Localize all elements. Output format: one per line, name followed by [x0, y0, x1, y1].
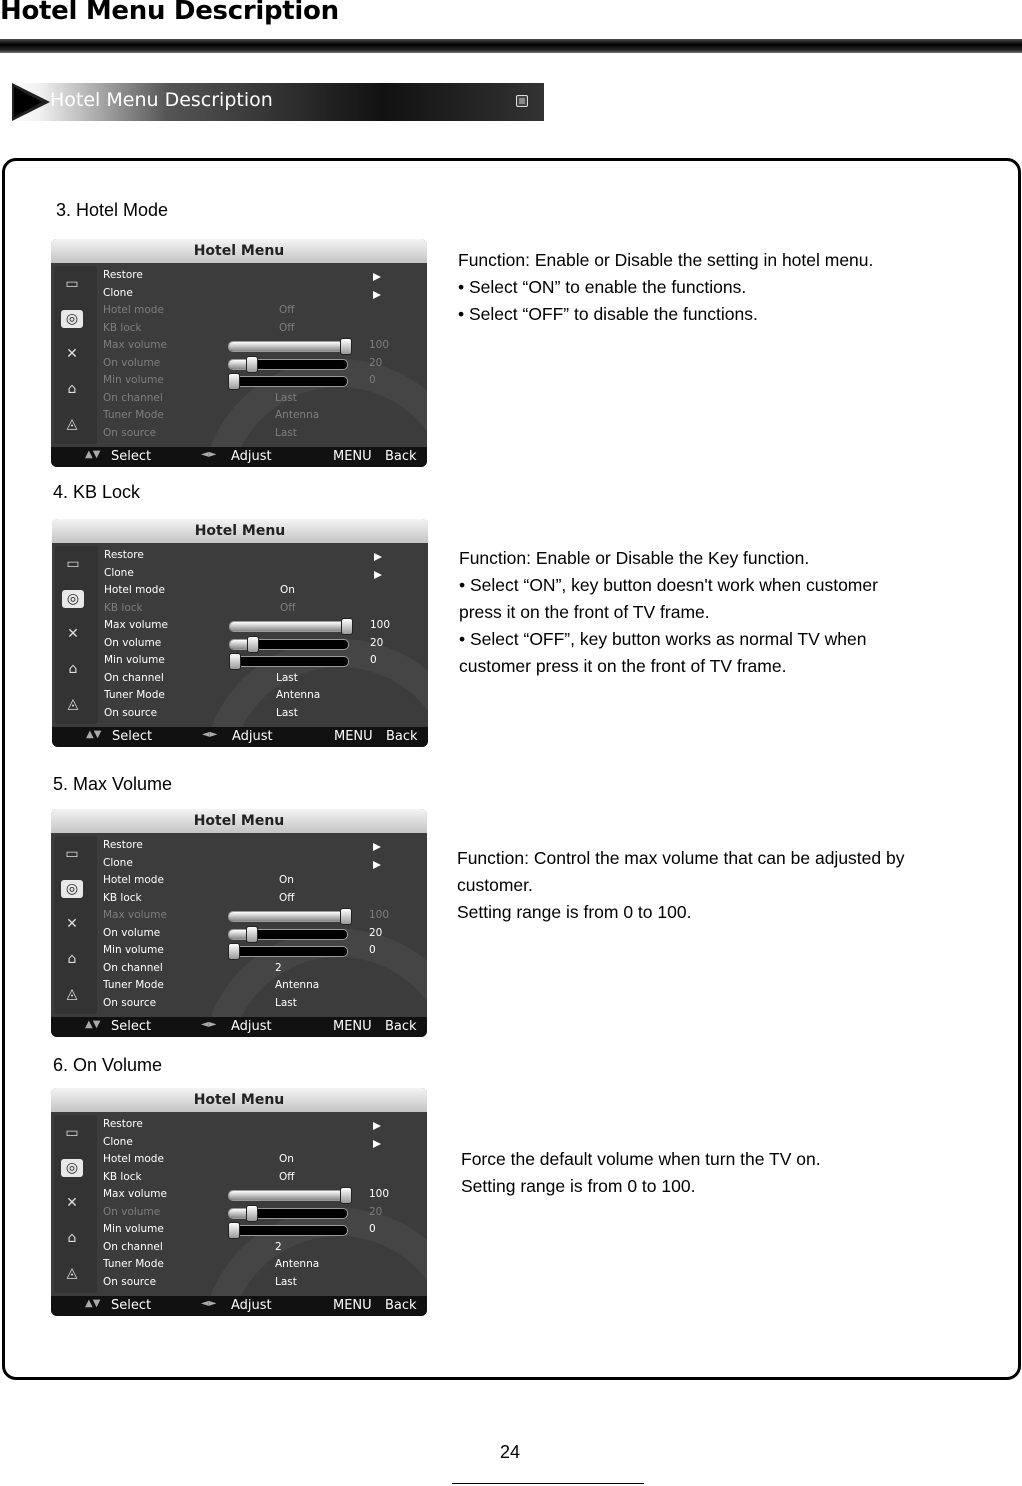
menu-row-label: Max volume: [103, 909, 167, 921]
desc-line: Setting range is from 0 to 100.: [457, 902, 692, 922]
menu-row-label: Restore: [103, 839, 143, 851]
lock-icon: ⌂: [68, 661, 78, 677]
satellite-icon: ◬: [66, 986, 78, 1002]
menu-row-label: On volume: [103, 1205, 161, 1218]
menu-row-label: On volume: [103, 926, 161, 939]
menu-row-value: Antenna: [275, 979, 320, 991]
footer-back: Back: [385, 1019, 417, 1034]
slider-knob: [228, 373, 240, 390]
menu-row-value: 100: [370, 619, 391, 631]
footer-back: Back: [385, 1298, 417, 1313]
satellite-icon: ◬: [67, 696, 79, 712]
menu-row-value: 100: [369, 1188, 390, 1200]
menu-row-value: Off: [280, 601, 296, 614]
tools-icon: ✕: [66, 916, 78, 932]
up-down-arrows-icon: ▲▼: [85, 1298, 101, 1309]
menu-row-value: Antenna: [276, 689, 321, 701]
footer-select: Select: [111, 1298, 152, 1313]
desc-line: customer press it on the front of TV frame.: [459, 656, 787, 676]
hotel-menu-screenshot: [51, 239, 427, 467]
tv-icon: ▭: [65, 1125, 79, 1141]
slider-knob: [340, 908, 352, 925]
hotel-menu-screenshot: [51, 809, 427, 1037]
footer-adjust: Adjust: [231, 1019, 272, 1034]
menu-title: Hotel Menu: [52, 519, 428, 543]
desc-line: • Select “ON” to enable the functions.: [458, 277, 747, 297]
tv-icon: ▭: [65, 276, 79, 292]
arrow-right-icon: [373, 291, 381, 299]
menu-row-label: Hotel mode: [103, 1153, 164, 1165]
menu-row-value: 20: [370, 636, 384, 649]
arrow-right-icon: [374, 571, 382, 579]
up-down-arrows-icon: ▲▼: [85, 449, 101, 460]
lock-icon: ⌂: [67, 951, 77, 967]
menu-row-value: 0: [369, 944, 376, 956]
hotel-menu-screenshot: [51, 1088, 427, 1316]
menu-row-label: Hotel mode: [103, 874, 164, 886]
menu-row-value: On: [279, 874, 294, 886]
lock-icon: ⌂: [67, 381, 77, 397]
tools-icon: ✕: [66, 1195, 78, 1211]
menu-row-value: Off: [279, 1170, 295, 1183]
slider-knob: [228, 1222, 240, 1239]
square-button-icon: [516, 95, 528, 107]
menu-row-value: On: [280, 584, 295, 596]
menu-row-label: Restore: [103, 269, 143, 281]
menu-row-label: On source: [103, 426, 157, 439]
footer-select: Select: [111, 1019, 152, 1034]
menu-row-label: Min volume: [103, 944, 164, 956]
chevron-inner: [14, 87, 42, 117]
arrow-right-icon: [373, 843, 381, 851]
description-kb-lock: [459, 545, 999, 680]
tools-icon: ✕: [67, 626, 79, 642]
menu-row-label: Hotel mode: [103, 304, 164, 316]
menu-row-label: On channel: [103, 1240, 163, 1253]
left-right-arrows-icon: ◄►: [202, 729, 218, 740]
menu-row-label: Tuner Mode: [103, 409, 164, 421]
footer-adjust: Adjust: [231, 1298, 272, 1313]
menu-row-value: 0: [370, 654, 377, 666]
slider-knob: [246, 926, 258, 943]
volume-slider: [228, 1225, 348, 1236]
menu-row-label: Clone: [103, 856, 133, 869]
footer-line: [452, 1483, 644, 1484]
menu-row-value: 20: [369, 1205, 383, 1218]
footer-menu: MENU: [334, 729, 373, 744]
menu-row-label: Tuner Mode: [104, 689, 165, 701]
menu-row-label: Hotel mode: [104, 584, 165, 596]
menu-row-value: 2: [275, 1240, 282, 1253]
menu-footer: [52, 727, 428, 747]
settings-icon: ◎: [61, 880, 83, 898]
menu-row-value: Last: [275, 1275, 297, 1288]
volume-slider: [228, 946, 348, 957]
menu-row-value: On: [279, 1153, 294, 1165]
desc-line: customer.: [457, 875, 533, 895]
menu-row-label: Min volume: [103, 374, 164, 386]
menu-row-value: 0: [369, 1223, 376, 1235]
description-max-volume: [457, 845, 997, 926]
menu-row-label: On source: [103, 1275, 157, 1288]
menu-row-label: On volume: [104, 636, 162, 649]
footer-menu: MENU: [333, 1019, 372, 1034]
section-banner: [6, 83, 544, 121]
title-divider: [0, 39, 1022, 53]
menu-row-value: 0: [369, 374, 376, 386]
footer-menu: MENU: [333, 1298, 372, 1313]
settings-icon: ◎: [62, 590, 84, 608]
page-title: Hotel Menu Description: [0, 0, 339, 26]
footer-adjust: Adjust: [232, 729, 273, 744]
menu-row-label: On source: [104, 706, 158, 719]
menu-row-label: Restore: [104, 549, 144, 561]
menu-row-value: Last: [276, 706, 298, 719]
menu-row-label: Max volume: [104, 619, 168, 631]
desc-line: press it on the front of TV frame.: [459, 602, 710, 622]
menu-row-label: KB lock: [103, 321, 142, 334]
menu-row-value: Off: [279, 321, 295, 334]
volume-slider: [228, 341, 348, 352]
menu-footer: [51, 1296, 427, 1316]
footer-menu: MENU: [333, 449, 372, 464]
tools-icon: ✕: [66, 346, 78, 362]
menu-title: Hotel Menu: [51, 1088, 427, 1112]
satellite-icon: ◬: [66, 1265, 78, 1281]
menu-row-value: Antenna: [275, 409, 320, 421]
menu-row-label: KB lock: [103, 1170, 142, 1183]
desc-line: Function: Enable or Disable the setting in hotel menu.: [458, 250, 874, 270]
footer-adjust: Adjust: [231, 449, 272, 464]
arrow-right-icon: [373, 273, 381, 281]
left-right-arrows-icon: ◄►: [201, 1298, 217, 1309]
menu-row-label: Max volume: [103, 339, 167, 351]
footer-select: Select: [111, 449, 152, 464]
left-right-arrows-icon: ◄►: [201, 449, 217, 460]
slider-knob: [341, 618, 353, 635]
lock-icon: ⌂: [67, 1230, 77, 1246]
menu-row-value: Last: [276, 671, 298, 684]
menu-row-value: 2: [275, 961, 282, 974]
volume-slider: [228, 376, 348, 387]
menu-row-label: Tuner Mode: [103, 979, 164, 991]
slider-knob: [340, 1187, 352, 1204]
description-hotel-mode: [458, 247, 998, 328]
volume-slider: [229, 656, 349, 667]
section-label-hotel-mode: 3. Hotel Mode: [56, 200, 169, 220]
slider-knob: [246, 356, 258, 373]
arrow-right-icon: [373, 1140, 381, 1148]
section-label-max-volume: 5. Max Volume: [53, 774, 173, 794]
menu-footer: [51, 447, 427, 467]
volume-slider: [229, 621, 349, 632]
menu-row-value: Last: [275, 426, 297, 439]
footer-back: Back: [385, 449, 417, 464]
menu-row-value: Last: [275, 391, 297, 404]
section-label-kb-lock: 4. KB Lock: [53, 482, 141, 502]
menu-row-value: Off: [279, 304, 295, 316]
menu-row-label: On source: [103, 996, 157, 1009]
menu-row-label: Clone: [103, 1135, 133, 1148]
slider-knob: [340, 338, 352, 355]
menu-title: Hotel Menu: [51, 239, 427, 263]
tv-icon: ▭: [66, 556, 80, 572]
satellite-icon: ◬: [66, 416, 78, 432]
description-on-volume: [461, 1146, 1001, 1200]
banner-title: Hotel Menu Description: [50, 89, 273, 111]
left-right-arrows-icon: ◄►: [201, 1019, 217, 1030]
desc-line: Function: Control the max volume that can be adjusted by: [457, 848, 905, 868]
section-label-on-volume: 6. On Volume: [53, 1055, 163, 1075]
menu-footer: [51, 1017, 427, 1037]
menu-row-value: 100: [369, 339, 390, 351]
menu-row-label: On channel: [103, 961, 163, 974]
menu-row-value: Antenna: [275, 1258, 320, 1270]
desc-line: Force the default volume when turn the TV on.: [461, 1149, 821, 1169]
page-number: 24: [500, 1442, 521, 1462]
volume-slider: [228, 1190, 348, 1201]
arrow-right-icon: [373, 861, 381, 869]
desc-line: Setting range is from 0 to 100.: [461, 1176, 696, 1196]
menu-row-value: 100: [369, 909, 390, 921]
volume-slider: [228, 911, 348, 922]
menu-row-value: Off: [279, 891, 295, 904]
menu-row-label: Min volume: [104, 654, 165, 666]
menu-row-value: 20: [369, 356, 383, 369]
menu-row-label: Min volume: [103, 1223, 164, 1235]
menu-row-label: KB lock: [103, 891, 142, 904]
menu-row-value: 20: [369, 926, 383, 939]
hotel-menu-screenshot: [52, 519, 428, 747]
footer-back: Back: [386, 729, 418, 744]
menu-row-label: On channel: [103, 391, 163, 404]
slider-knob: [246, 1205, 258, 1222]
menu-row-label: Clone: [104, 566, 134, 579]
desc-line: Function: Enable or Disable the Key function.: [459, 548, 810, 568]
menu-row-label: On channel: [104, 671, 164, 684]
menu-row-label: Clone: [103, 286, 133, 299]
menu-row-label: Restore: [103, 1118, 143, 1130]
up-down-arrows-icon: ▲▼: [86, 729, 102, 740]
desc-line: • Select “OFF” to disable the functions.: [458, 304, 758, 324]
menu-row-label: Tuner Mode: [103, 1258, 164, 1270]
menu-title: Hotel Menu: [51, 809, 427, 833]
arrow-right-icon: [374, 553, 382, 561]
tv-icon: ▭: [65, 846, 79, 862]
settings-icon: ◎: [61, 1159, 83, 1177]
menu-row-label: On volume: [103, 356, 161, 369]
slider-knob: [228, 943, 240, 960]
up-down-arrows-icon: ▲▼: [85, 1019, 101, 1030]
arrow-right-icon: [373, 1122, 381, 1130]
desc-line: • Select “ON”, key button doesn't work when customer: [459, 575, 878, 595]
menu-row-label: Max volume: [103, 1188, 167, 1200]
slider-knob: [247, 636, 259, 653]
menu-row-label: KB lock: [104, 601, 143, 614]
desc-line: • Select “OFF”, key button works as normal TV when: [459, 629, 867, 649]
footer-select: Select: [112, 729, 153, 744]
settings-icon: ◎: [61, 310, 83, 328]
slider-knob: [229, 653, 241, 670]
menu-row-value: Last: [275, 996, 297, 1009]
